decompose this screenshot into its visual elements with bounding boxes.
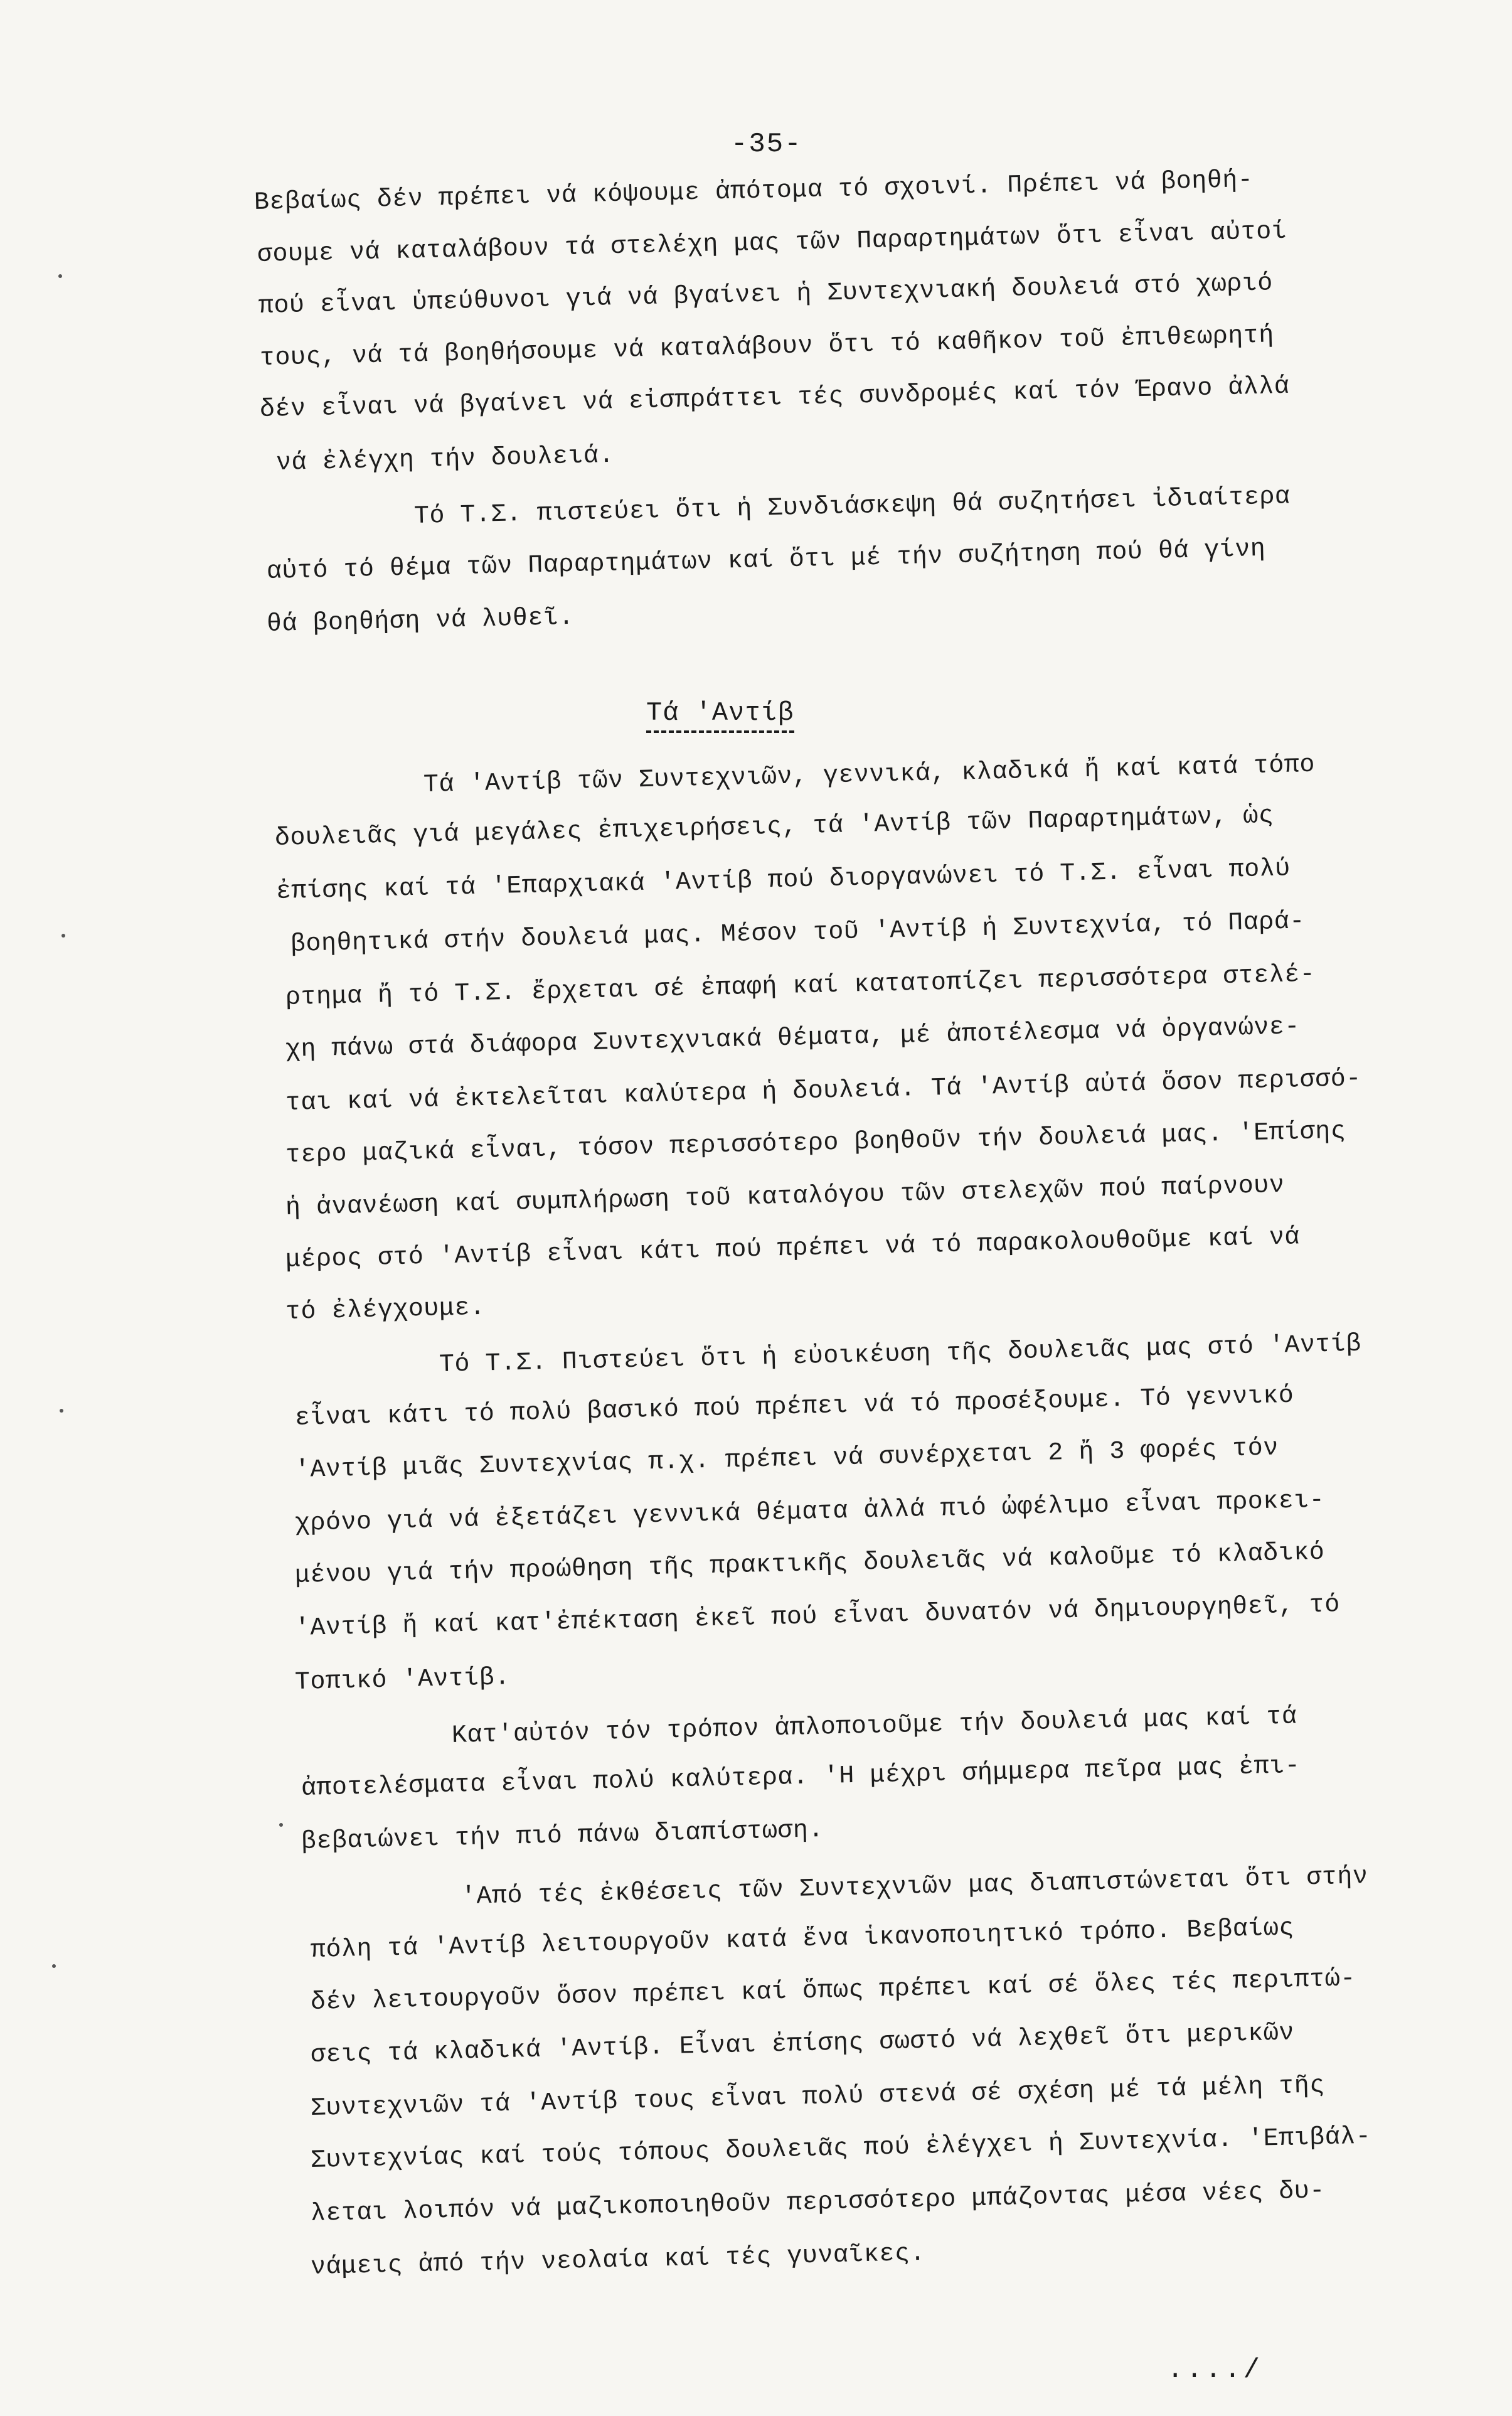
text-line: Τά 'Αντίβ τῶν Συντεχνιῶν, γεννικά, κλαδικά ἤ καί κατά τόπο	[423, 751, 1316, 799]
text-line: Τοπικό 'Αντίβ.	[294, 1664, 511, 1697]
text-line: μένου γιά τήν προώθηση τῆς πρακτικῆς δουλειᾶς νά καλοῦμε τό κλαδικό	[294, 1538, 1325, 1590]
text-line: χη πάνω στά διάφορα Συντεχνιακά θέματα, μέ ἀποτέλεσμα νά ὀργανώνε-	[285, 1013, 1301, 1064]
text-line: θά βοηθήση νά λυθεῖ.	[266, 603, 575, 639]
text-line: Βεβαίως δέν πρέπει νά κόψουμε ἀπότομα τό σχοινί. Πρέπει νά βοηθή-	[253, 166, 1254, 217]
text-line: μέρος στό 'Αντίβ εἶναι κάτι πού πρέπει νά τό παρακολουθοῦμε καί νά	[285, 1223, 1301, 1275]
scan-speck	[60, 1409, 63, 1413]
text-line: Κατ'αὐτόν τόν τρόπον ἀπλοποιοῦμε τήν δουλειά μας καί τά	[451, 1702, 1297, 1750]
text-line: λεται λοιπόν νά μαζικοποιηθοῦν περισσότερο μπάζοντας μέσα νέες δυ-	[310, 2177, 1326, 2228]
page-number: -35-	[731, 129, 802, 160]
text-line: Τό Τ.Σ. πιστεύει ὅτι ἡ Συνδιάσκεψη θά συζητήσει ἰδιαίτερα	[413, 483, 1291, 531]
scan-speck	[52, 1964, 56, 1968]
text-line: αὐτό τό θέμα τῶν Παραρτημάτων καί ὅτι μέ τήν συζήτηση πού θά γίνη	[266, 535, 1266, 586]
text-line: ἡ ἀνανέωση καί συμπλήρωση τοῦ καταλόγου τῶν στελεχῶν πού παίρνουν	[285, 1171, 1285, 1222]
text-line: σεις τά κλαδικά 'Αντίβ. Εἶναι ἐπίσης σωστό νά λεχθεῖ ὅτι μερικῶν	[310, 2019, 1295, 2070]
text-line: βεβαιώνει τήν πιό πάνω διαπίστωση.	[301, 1816, 824, 1856]
text-line: τερο μαζικά εἶναι, τόσον περισσότερο βοηθοῦν τήν δουλειά μας. 'Επίσης	[285, 1117, 1346, 1170]
text-line: δέν εἶναι νά βγαίνει νά εἰσπράττει τές συνδρομές καί τόν Έρανο ἀλλά	[259, 372, 1290, 424]
text-line: τους, νά τά βοηθήσουμε νά καταλάβουν ὅτι τό καθῆκον τοῦ ἐπιθεωρητή	[259, 321, 1275, 373]
continuation-mark: ..../	[1167, 2355, 1263, 2386]
text-line: σουμε νά καταλάβουν τά στελέχη μας τῶν Παραρτημάτων ὅτι εἶναι αὐτοί	[257, 217, 1287, 269]
text-line: πόλη τά 'Αντίβ λειτουργοῦν κατά ἕνα ἱκανοποιητικό τρόπο. Βεβαίως	[310, 1914, 1295, 1965]
text-line: ἀποτελέσματα εἶναι πολύ καλύτερα. 'Η μέχρι σήμμερα πεῖρα μας ἐπι-	[301, 1751, 1301, 1803]
scan-speck	[279, 1823, 283, 1827]
text-line: χρόνο γιά νά ἐξετάζει γεννικά θέματα ἀλλά πιό ὠφέλιμο εἶναι προκει-	[294, 1486, 1325, 1538]
text-line: πού εἶναι ὑπεύθυνοι γιά νά βγαίνει ἡ Συντεχνιακή δουλειά στό χωριό	[258, 269, 1274, 321]
scan-speck	[61, 934, 65, 938]
text-line: τό ἐλέγχουμε.	[285, 1293, 486, 1327]
text-line: δουλειᾶς γιά μεγάλες ἐπιχειρήσεις, τά 'Αντίβ τῶν Παραρτημάτων, ὡς	[274, 801, 1274, 853]
text-line: νά ἐλέγχη τήν δουλειά.	[275, 441, 615, 478]
text-line: Συντεχνιῶν τά 'Αντίβ τους εἶναι πολύ στενά σέ σχέση μέ τά μέλη τῆς	[310, 2071, 1326, 2123]
text-line: Τό Τ.Σ. Πιστεύει ὅτι ἡ εὐοικέυση τῆς δουλειᾶς μας στό 'Αντίβ	[439, 1330, 1362, 1379]
text-line: Συντεχνίας καί τούς τόπους δουλειᾶς πού ἐλέγχει ἡ Συντεχνία. 'Επιβάλ-	[310, 2122, 1371, 2175]
scan-speck	[58, 274, 62, 278]
text-line: 'Αντίβ μιᾶς Συντεχνίας π.χ. πρέπει νά συνέρχεται 2 ἤ 3 φορές τόν	[294, 1434, 1279, 1485]
text-line: ἐπίσης καί τά 'Επαρχιακά 'Αντίβ πού διοργανώνει τό Τ.Σ. εἶναι πολύ	[275, 855, 1291, 906]
text-line: ται καί νά ἐκτελεῖται καλύτερα ἡ δουλειά. Τά 'Αντίβ αὐτά ὅσον περισσό-	[285, 1065, 1362, 1118]
text-line: βοηθητικά στήν δουλειά μας. Μέσον τοῦ 'Αντίβ ἡ Συντεχνία, τό Παρά-	[290, 907, 1306, 959]
section-heading: Τά 'Αντίβ	[646, 698, 794, 733]
text-line: 'Αντίβ ἤ καί κατ'ἐπέκταση ἐκεῖ πού εἶναι δυνατόν νά δημιουργηθεῖ, τό	[294, 1591, 1341, 1643]
text-line: νάμεις ἀπό τήν νεολαία καί τές γυναῖκες.	[310, 2239, 926, 2282]
text-line: ρτημα ἤ τό Τ.Σ. ἔρχεται σέ ἐπαφή καί κατατοπίζει περισσότερα στελέ-	[285, 960, 1316, 1012]
text-line: δέν λειτουργοῦν ὅσον πρέπει καί ὅπως πρέπει καί σέ ὅλες τές περιπτώ-	[310, 1965, 1356, 2017]
text-line: 'Από τές ἐκθέσεις τῶν Συντεχνιῶν μας διαπιστώνεται ὅτι στήν	[461, 1863, 1368, 1911]
text-line: εἶναι κάτι τό πολύ βασικό πού πρέπει νά τό προσέξουμε. Τό γεννικό	[294, 1381, 1294, 1433]
